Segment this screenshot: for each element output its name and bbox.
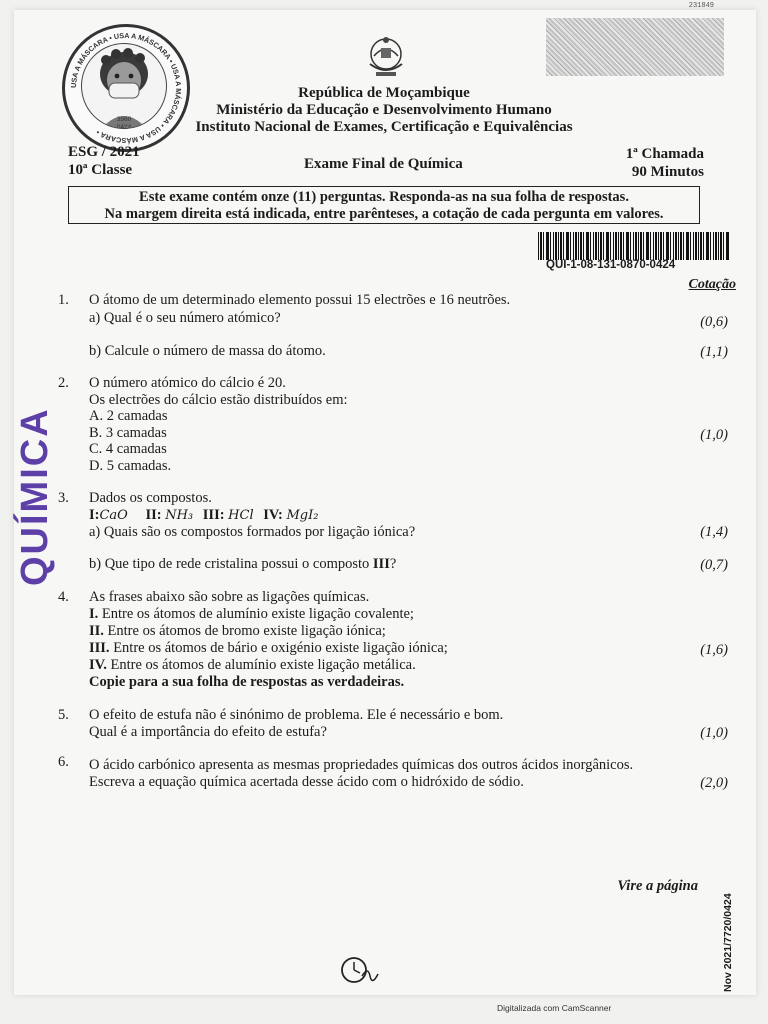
barcode-bar [540, 232, 542, 260]
barcode-bar [713, 232, 714, 260]
barcode-bar [655, 232, 657, 260]
barcode-bar [718, 232, 719, 260]
question-4-instruction: Copie para a sua folha de respostas as verdadeiras. [89, 674, 405, 690]
question-5-score: (1,0) [700, 725, 728, 741]
question-4-score: (1,6) [700, 642, 728, 658]
barcode [538, 232, 730, 260]
question-2-number: 2. [58, 375, 69, 391]
barcode-bar [595, 232, 597, 260]
barcode-bar [553, 232, 554, 260]
barcode-bar [658, 232, 659, 260]
question-1b-score: (1,1) [700, 344, 728, 360]
exam-grade: 10ª Classe [68, 162, 133, 178]
barcode-bar [600, 232, 602, 260]
barcode-bar [683, 232, 684, 260]
question-3-stem: Dados os compostos. [89, 490, 212, 506]
question-4-statement-i [89, 606, 414, 623]
barcode-text: QUI-1-08-131-0870-0424 [546, 259, 676, 271]
question-6-line-2: Escreva a equação química acertada desse ácido com o hidróxido de sódio. [89, 774, 524, 790]
barcode-bar [706, 232, 709, 260]
barcode-bar [566, 232, 569, 260]
question-3-number: 3. [58, 490, 69, 506]
barcode-bar [700, 232, 702, 260]
barcode-bar [575, 232, 577, 260]
svg-text:USA A MÁSCARA • USA A MÁSCARA: USA A MÁSCARA • USA A MÁSCARA • USA A MÁSCARA • USA A MÁSCARA • [68, 30, 184, 146]
question-2-stem-1: O número atómico do cálcio é 20. [89, 375, 286, 391]
question-4-statement-iv [89, 657, 416, 674]
instructions-line-1: Este exame contém onze (11) perguntas. Responda-as na sua folha de respostas. [139, 189, 629, 205]
barcode-bar [693, 232, 694, 260]
barcode-bar [720, 232, 722, 260]
question-5-line-1: O efeito de estufa não é sinónimo de problema. Ele é necessário e bom. [89, 707, 504, 723]
compound-2: NH₃ [165, 508, 194, 523]
statement-ii-text: Entre os átomos de bromo existe ligação iónica; [103, 623, 386, 639]
compound-3-label: III: [202, 507, 225, 523]
clock-signature-icon [340, 952, 380, 988]
statement-iii-text: Entre os átomos de bário e oxigénio existe ligação iónica; [109, 640, 448, 656]
turn-page-note: Vire a página [617, 878, 698, 894]
redacted-area [546, 18, 724, 76]
barcode-bar [623, 232, 624, 260]
question-2-option-d: D. 5 camadas. [89, 458, 172, 474]
barcode-bar [643, 232, 644, 260]
question-2-option-a: A. 2 camadas [89, 408, 168, 424]
question-6-score: (2,0) [700, 775, 728, 791]
exam-level-block [68, 143, 140, 179]
barcode-bar [610, 232, 611, 260]
exam-call-block [626, 145, 704, 181]
barcode-bar [560, 232, 562, 260]
question-3-compounds [89, 507, 318, 525]
barcode-bar [630, 232, 631, 260]
barcode-bar [678, 232, 679, 260]
barcode-bar [555, 232, 557, 260]
question-6-line-1: O ácido carbónico apresenta as mesmas propriedades químicas dos outros ácidos inorgânicos. [89, 757, 634, 773]
side-subject-label: QUÍMICA [14, 407, 56, 587]
barcode-bar [633, 232, 634, 260]
question-1-number: 1. [58, 292, 69, 308]
question-2-option-c: C. 4 camadas [89, 441, 167, 457]
top-code: 231849 [688, 2, 714, 10]
question-3b-end: ? [389, 556, 397, 572]
question-5-number: 5. [58, 707, 69, 723]
question-5-line-2: Qual é a importância do efeito de estufa? [89, 724, 327, 740]
scanner-footer: Digitalizada com CamScanner [497, 1003, 612, 1013]
statement-i-text: Entre os átomos de alumínio existe ligação covalente; [98, 606, 414, 622]
question-4-stem: As frases abaixo são sobre as ligações químicas. [89, 589, 370, 605]
barcode-bar [690, 232, 691, 260]
barcode-bar [710, 232, 711, 260]
statement-ii-label: II. [89, 623, 104, 639]
compound-3: HCl [228, 508, 254, 523]
question-3b-compound: III [372, 556, 390, 572]
question-4-statement-iii [89, 640, 448, 657]
exam-title: Exame Final de Química [304, 156, 463, 172]
barcode-bar [586, 232, 589, 260]
barcode-bar [615, 232, 617, 260]
question-2-score: (1,0) [700, 427, 728, 443]
barcode-bar [695, 232, 697, 260]
barcode-bar [580, 232, 582, 260]
barcode-bar [626, 232, 629, 260]
question-2-stem-2: Os electrões do cálcio estão distribuídos em: [89, 392, 348, 408]
barcode-bar [726, 232, 729, 260]
barcode-bar [670, 232, 671, 260]
barcode-bar [680, 232, 682, 260]
barcode-bar [570, 232, 571, 260]
question-2-option-b: B. 3 camadas [89, 425, 167, 441]
barcode-bar [558, 232, 559, 260]
header-institute: Instituto Nacional de Exames, Certificação e Equivalências [195, 119, 573, 135]
question-6-number: 6. [58, 754, 69, 770]
national-emblem-icon [366, 34, 406, 80]
barcode-bar [550, 232, 551, 260]
vertical-code: Nov 2021/7720/0424 [722, 893, 734, 992]
barcode-bar [703, 232, 704, 260]
instructions-box [68, 186, 700, 224]
question-3a-score: (1,4) [700, 524, 728, 540]
barcode-bar [715, 232, 717, 260]
barcode-bar [666, 232, 669, 260]
barcode-bar [698, 232, 699, 260]
barcode-bar [663, 232, 664, 260]
compound-1-label: I: [89, 507, 100, 523]
cotacao-heading: Cotação [688, 277, 736, 292]
statement-iii-label: III. [89, 640, 110, 656]
barcode-bar [646, 232, 649, 260]
barcode-bar [593, 232, 594, 260]
barcode-bar [686, 232, 689, 260]
barcode-bar [638, 232, 639, 260]
compound-1: CaO [99, 508, 128, 523]
barcode-bar [618, 232, 619, 260]
compound-2-label: II: [145, 507, 162, 523]
barcode-bar [660, 232, 662, 260]
exam-level: ESG / 2021 [68, 144, 140, 160]
question-1-stem: O átomo de um determinado elemento possui 15 electrões e 16 neutrões. [89, 292, 511, 308]
barcode-bar [543, 232, 544, 260]
header-ministry: Ministério da Educação e Desenvolvimento Humano [216, 102, 552, 118]
compound-4-label: IV: [263, 507, 283, 523]
statement-iv-label: IV. [89, 657, 107, 673]
question-3a: a) Quais são os compostos formados por ligação iónica? [89, 524, 416, 540]
barcode-bar [675, 232, 677, 260]
barcode-bar [653, 232, 654, 260]
barcode-bar [640, 232, 642, 260]
barcode-bar [606, 232, 609, 260]
question-3b-text: b) Que tipo de rede cristalina possui o composto [89, 556, 373, 572]
question-1a: a) Qual é o seu número atómico? [89, 310, 281, 326]
statement-i-label: I. [89, 606, 99, 622]
barcode-bar [673, 232, 674, 260]
statement-iv-text: Entre os átomos de alumínio existe ligação metálica. [106, 657, 416, 673]
barcode-bar [598, 232, 599, 260]
barcode-bar [573, 232, 574, 260]
barcode-bar [620, 232, 622, 260]
exam-duration: 90 Minutos [631, 164, 704, 180]
barcode-bar [613, 232, 614, 260]
exam-call: 1ª Chamada [625, 146, 704, 162]
stamp-number-2: 0424 [116, 124, 132, 129]
question-3b [89, 556, 396, 573]
barcode-bar [590, 232, 591, 260]
barcode-bar [635, 232, 637, 260]
barcode-bar [538, 232, 539, 260]
stamp-number-1: 3560 [116, 116, 132, 123]
barcode-bar [723, 232, 724, 260]
barcode-bar [583, 232, 584, 260]
header-republic: República de Moçambique [298, 85, 470, 101]
barcode-bar [603, 232, 604, 260]
barcode-bar [578, 232, 579, 260]
question-3b-score: (0,7) [700, 557, 728, 573]
question-4-number: 4. [58, 589, 69, 605]
question-4-statement-ii [89, 623, 386, 640]
barcode-bar [546, 232, 549, 260]
question-1a-score: (0,6) [700, 314, 728, 330]
question-1b: b) Calcule o número de massa do átomo. [89, 343, 326, 359]
barcode-bar [650, 232, 651, 260]
instructions-line-2: Na margem direita está indicada, entre parênteses, a cotação de cada pergunta em valores. [104, 206, 664, 222]
compound-4: MgI₂ [286, 508, 319, 523]
barcode-bar [563, 232, 564, 260]
